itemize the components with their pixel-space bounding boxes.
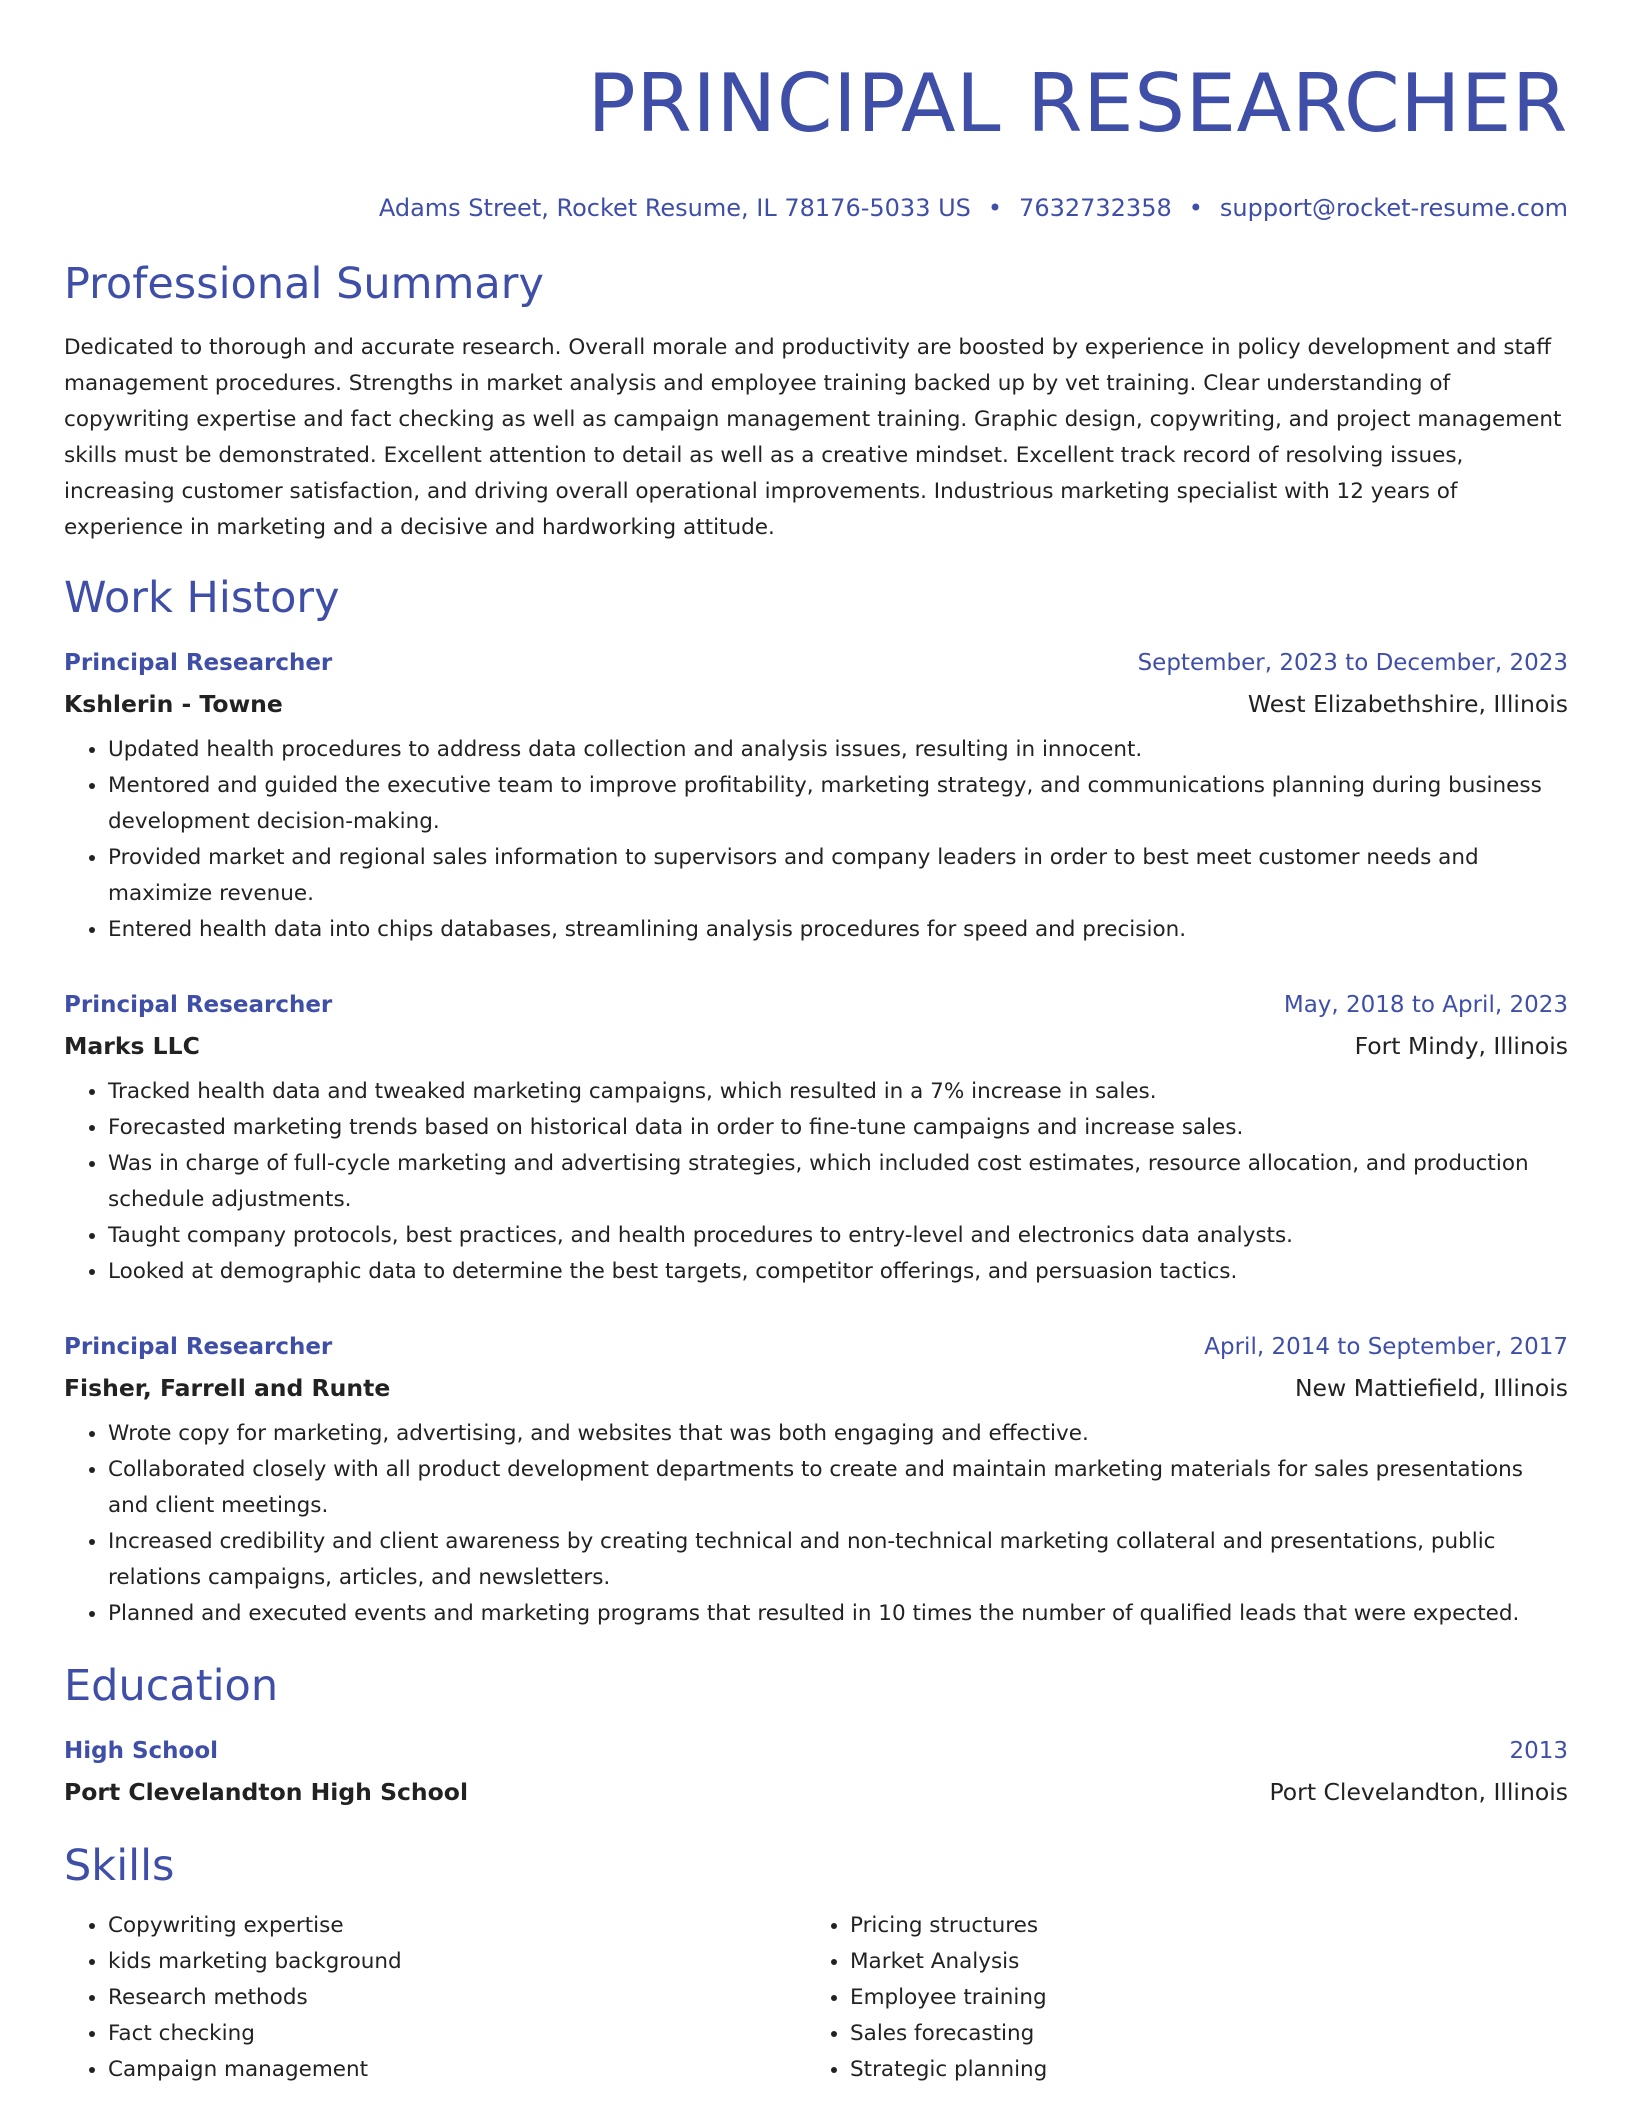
- summary-text: Dedicated to thorough and accurate research. Overall morale and productivity are boosted by experience in policy development and staff management procedures. Strengths in market analysis and employee training backed up by vet training. Clear understanding of copywriting expertise and fact checking as well as campaign management training. Graphic design, copywriting, and project management skills must be demonstrated. Excellent attention to detail as well as a creative mindset. Excellent track record of resolving issues, increasing customer satisfaction, and driving overall operational improvements. Industrious marketing specialist with 12 years of experience in marketing and a decisive and hardworking attitude.: [64, 335, 1562, 540]
- job-location: West Elizabethshire, Illinois: [1247, 690, 1568, 718]
- job-employer: Marks LLC: [64, 1032, 200, 1060]
- job-bullet: • Forecasted marketing trends based on historical data in order to fine-tune campaigns and increase sales.: [108, 1110, 1570, 1146]
- education-year: 2013: [1509, 1738, 1568, 1764]
- education-heading: Education: [64, 1661, 279, 1711]
- education-degree: High School: [64, 1738, 219, 1764]
- job-bullet: • Increased credibility and client awareness by creating technical and non-technical marketing collateral and presentations, public relations campaigns, articles, and newsletters.: [108, 1524, 1570, 1596]
- job-role: Principal Researcher: [64, 1334, 333, 1360]
- job-entry: [64, 988, 1568, 1290]
- contact-address: Adams Street, Rocket Resume, IL 78176-5033 US: [378, 194, 971, 222]
- job-bullet: • Entered health data into chips databases, streamlining analysis procedures for speed and precision.: [108, 912, 1570, 948]
- job-entry: [64, 646, 1568, 948]
- skills-list-right: [806, 1908, 1548, 2088]
- job-location: Fort Mindy, Illinois: [1354, 1032, 1568, 1060]
- education-location: Port Clevelandton, Illinois: [1269, 1778, 1568, 1806]
- work-history-heading: Work History: [64, 573, 340, 623]
- contact-separator: •: [1188, 194, 1203, 222]
- job-bullet: • Looked at demographic data to determine the best targets, competitor offerings, and persuasion tactics.: [108, 1254, 1570, 1290]
- skill-item: • Employee training: [850, 1980, 1548, 2016]
- skills-columns: [64, 1908, 1568, 2088]
- skill-item: • Pricing structures: [850, 1908, 1548, 1944]
- job-header-row: [64, 646, 1568, 680]
- skills-list-left: [64, 1908, 806, 2088]
- skill-item: • Campaign management: [108, 2052, 806, 2088]
- job-bullet: • Collaborated closely with all product development departments to create and maintain marketing materials for sales presentations and client meetings.: [108, 1452, 1570, 1524]
- job-bullet: • Mentored and guided the executive team to improve profitability, marketing strategy, and communications planning during business development decision-making.: [108, 768, 1570, 840]
- candidate-title: PRINCIPAL RESEARCHER: [587, 57, 1568, 150]
- job-role: Principal Researcher: [64, 650, 333, 676]
- education-entry: [64, 1734, 1568, 1812]
- skill-item: • Fact checking: [108, 2016, 806, 2052]
- job-dates: May, 2018 to April, 2023: [1283, 992, 1568, 1018]
- job-dates: April, 2014 to September, 2017: [1204, 1334, 1568, 1360]
- job-bullet: • Taught company protocols, best practices, and health procedures to entry-level and electronics data analysts.: [108, 1218, 1570, 1254]
- education-school-row: [64, 1772, 1568, 1812]
- job-bullet: • Wrote copy for marketing, advertising, and websites that was both engaging and effective.: [108, 1416, 1570, 1452]
- job-role: Principal Researcher: [64, 992, 333, 1018]
- job-employer: Kshlerin - Towne: [64, 690, 283, 718]
- skills-heading: Skills: [64, 1841, 175, 1891]
- job-header-row: [64, 1330, 1568, 1364]
- job-employer: Fisher, Farrell and Runte: [64, 1374, 391, 1402]
- skill-item: • Copywriting expertise: [108, 1908, 806, 1944]
- education-school: Port Clevelandton High School: [64, 1778, 469, 1806]
- job-bullet: • Was in charge of full-cycle marketing and advertising strategies, which included cost estimates, resource allocation, and production schedule adjustments.: [108, 1146, 1570, 1218]
- skill-item: • Strategic planning: [850, 2052, 1548, 2088]
- job-employer-row: [64, 1026, 1568, 1066]
- job-location: New Mattiefield, Illinois: [1294, 1374, 1568, 1402]
- skill-item: • kids marketing background: [108, 1944, 806, 1980]
- skill-item: • Research methods: [108, 1980, 806, 2016]
- job-bullet: • Provided market and regional sales information to supervisors and company leaders in order to best meet customer needs and maximize revenue.: [108, 840, 1570, 912]
- skill-item: • Sales forecasting: [850, 2016, 1548, 2052]
- job-bullet: • Tracked health data and tweaked marketing campaigns, which resulted in a 7% increase in sales.: [108, 1074, 1570, 1110]
- summary-heading: Professional Summary: [64, 259, 544, 309]
- job-dates: September, 2023 to December, 2023: [1137, 650, 1568, 676]
- job-bullets: [64, 732, 1570, 948]
- job-bullets: [64, 1074, 1570, 1290]
- education-header-row: [64, 1734, 1568, 1768]
- contact-phone[interactable]: 7632732358: [1019, 194, 1172, 222]
- skill-item: • Market Analysis: [850, 1944, 1548, 1980]
- job-bullet: • Updated health procedures to address data collection and analysis issues, resulting in innocent.: [108, 732, 1570, 768]
- job-bullet: • Planned and executed events and marketing programs that resulted in 10 times the number of qualified leads that were expected.: [108, 1596, 1570, 1632]
- job-header-row: [64, 988, 1568, 1022]
- job-entry: [64, 1330, 1568, 1632]
- contact-email[interactable]: support@rocket-resume.com: [1219, 194, 1568, 222]
- resume-header: [64, 52, 1568, 224]
- job-bullets: [64, 1416, 1570, 1632]
- job-employer-row: [64, 1368, 1568, 1408]
- contact-line: [64, 192, 1568, 224]
- contact-separator: •: [987, 194, 1003, 222]
- job-employer-row: [64, 684, 1568, 724]
